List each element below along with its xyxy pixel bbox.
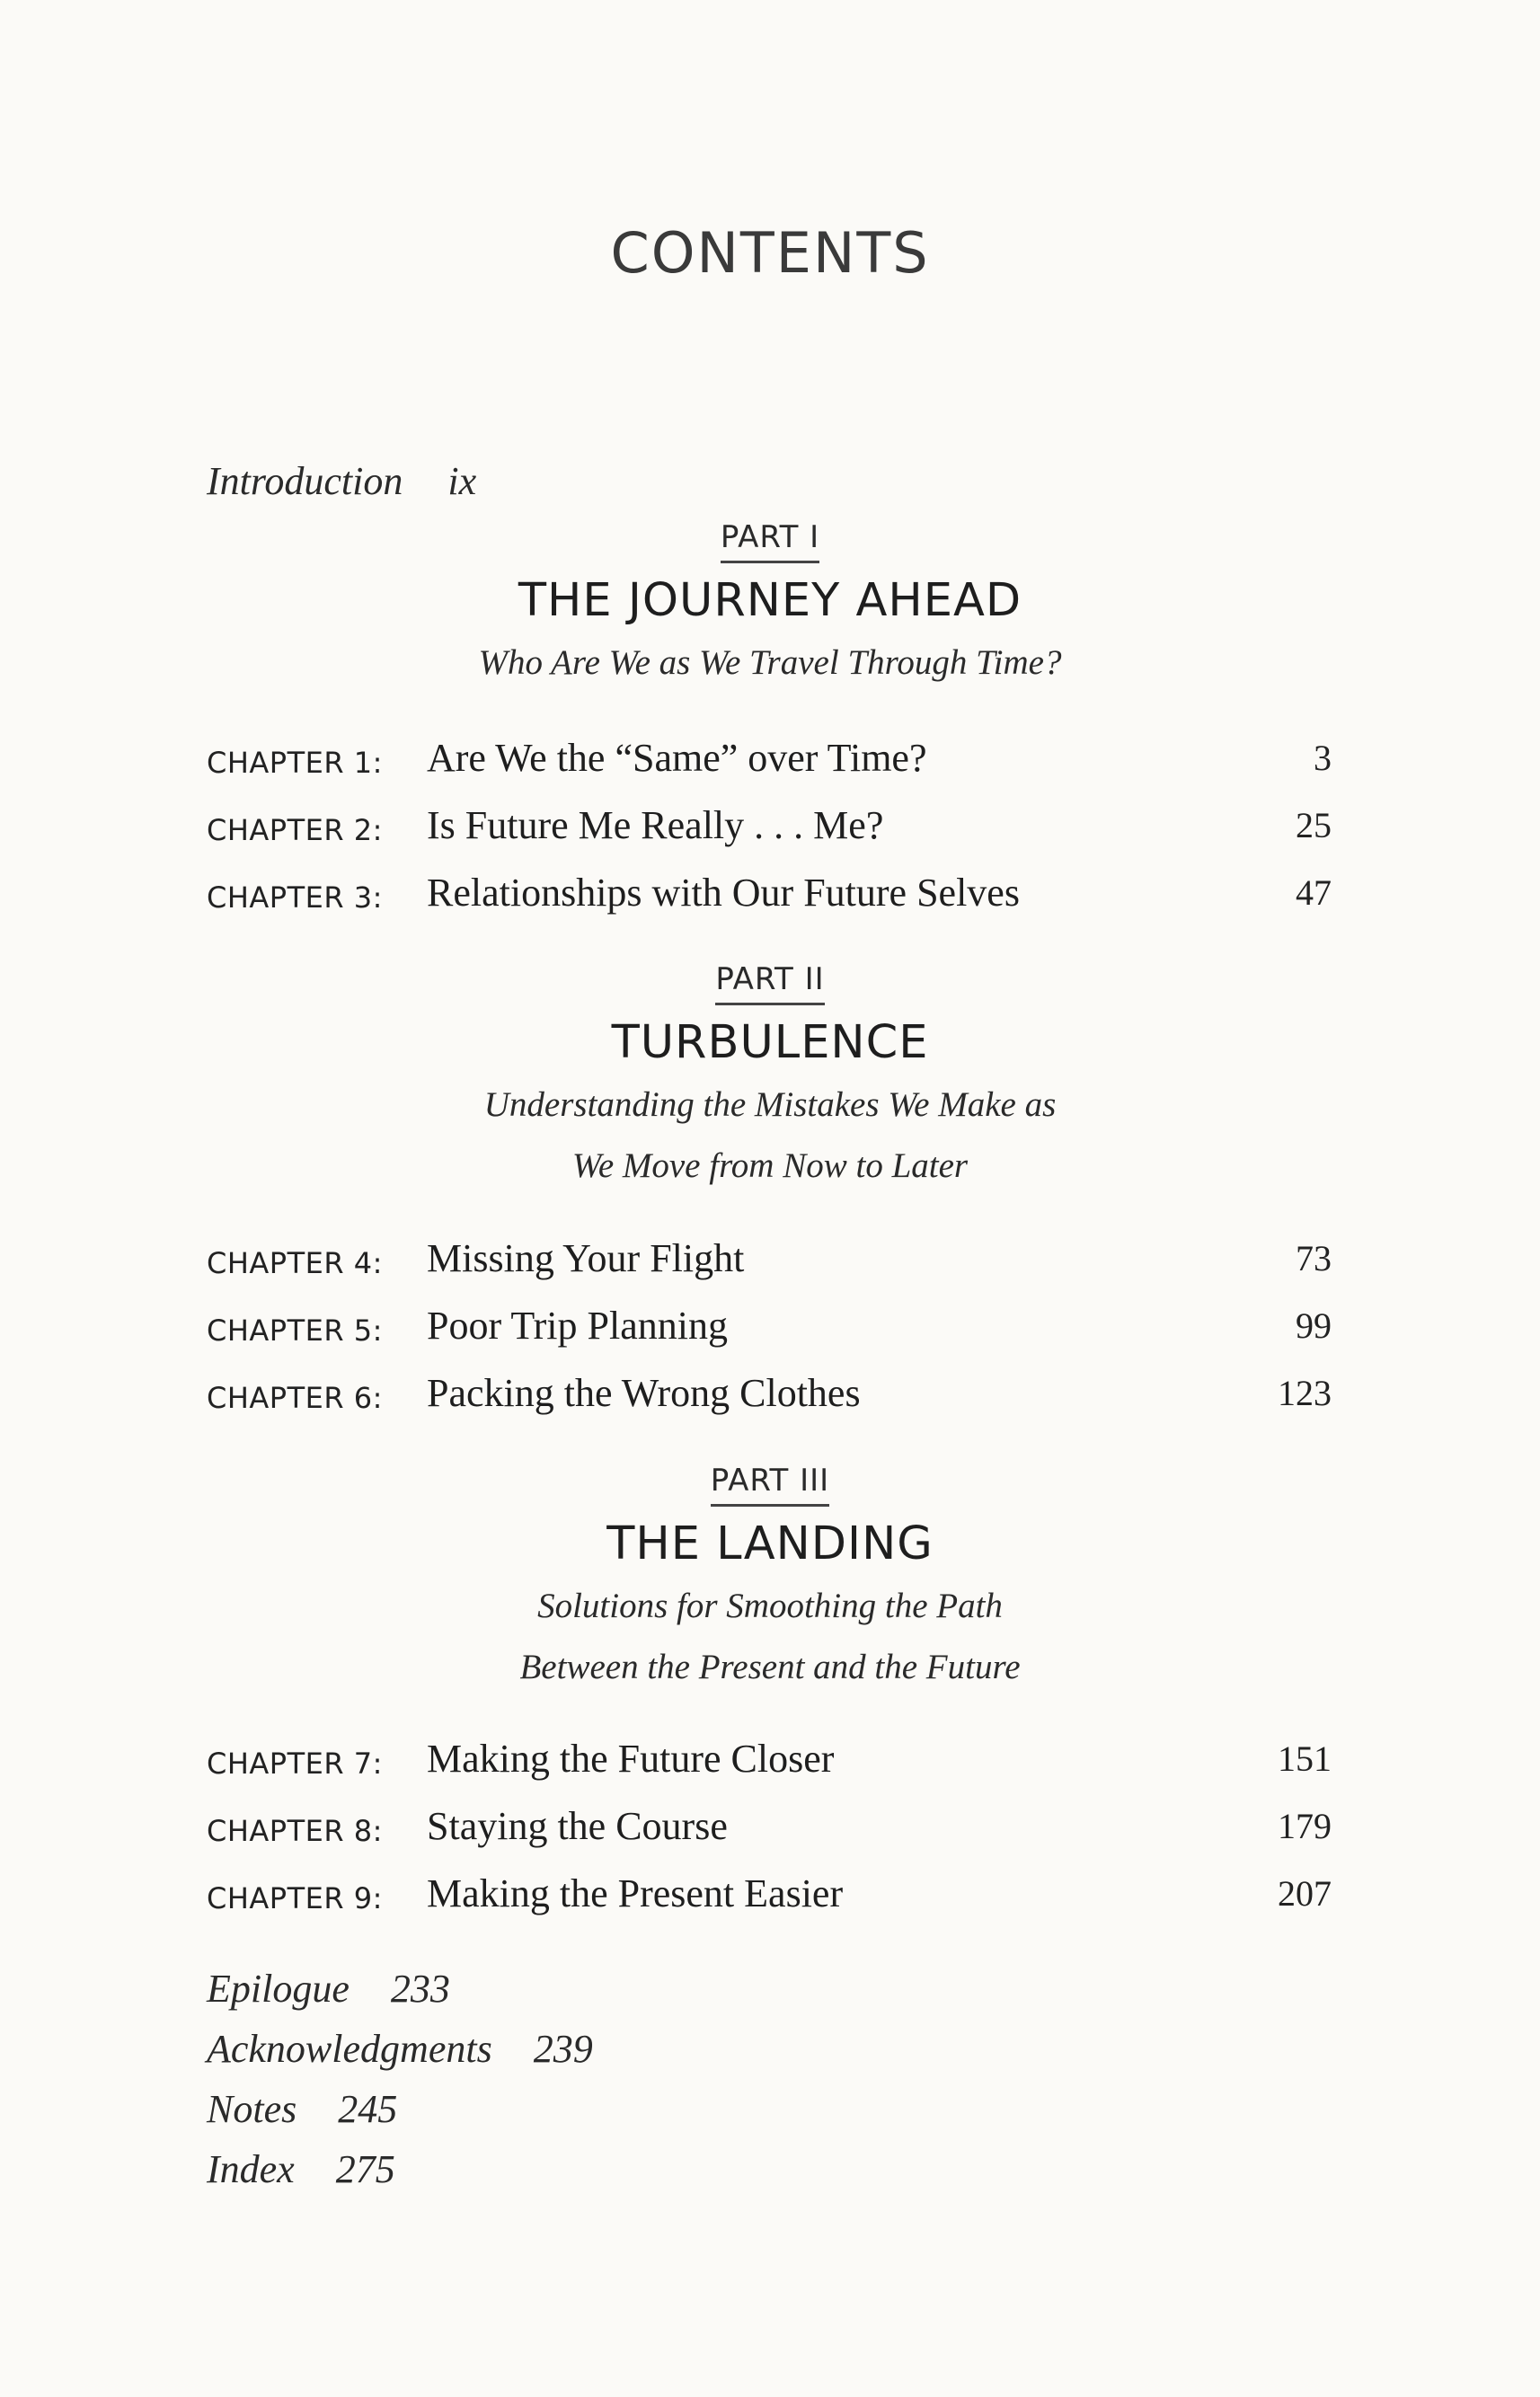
- entry-label: Notes: [207, 2087, 297, 2131]
- toc-entry-chapter-7[interactable]: [207, 1736, 1332, 1790]
- back-matter-list: [207, 1959, 593, 2199]
- part-heading-2: [0, 961, 1540, 1197]
- part-label: PART II: [715, 961, 824, 1005]
- part-title: TURBULENCE: [611, 1016, 929, 1069]
- entry-page-number: ix: [447, 459, 477, 503]
- chapter-label: CHAPTER 2:: [207, 813, 383, 847]
- part-label: PART I: [721, 519, 819, 563]
- entry-page-number: 239: [533, 2027, 593, 2071]
- entry-label: Acknowledgments: [207, 2027, 492, 2071]
- toc-entry-chapter-6[interactable]: [207, 1370, 1332, 1424]
- entry-page-number: 245: [338, 2087, 398, 2131]
- part-heading-3: [0, 1463, 1540, 1698]
- toc-entry-chapter-9[interactable]: [207, 1871, 1332, 1924]
- chapter-page-number: 207: [1278, 1873, 1332, 1914]
- part-subtitle: Solutions for Smoothing the Path: [537, 1587, 1003, 1625]
- entry-page-number: 275: [335, 2147, 395, 2191]
- chapter-label: CHAPTER 3:: [207, 880, 383, 915]
- entry-label: Epilogue: [207, 1967, 350, 2011]
- toc-entry-chapter-1[interactable]: [207, 735, 1332, 789]
- chapter-title: Missing Your Flight: [427, 1236, 745, 1280]
- part-title: THE LANDING: [606, 1517, 934, 1570]
- part-title: THE JOURNEY AHEAD: [518, 574, 1022, 627]
- chapter-page-number: 25: [1296, 805, 1332, 845]
- chapter-label: CHAPTER 6:: [207, 1381, 383, 1415]
- chapter-page-number: 47: [1296, 872, 1332, 913]
- chapter-title: Relationships with Our Future Selves: [427, 871, 1020, 915]
- part-heading-1: [0, 519, 1540, 694]
- toc-entry-notes[interactable]: [207, 2079, 593, 2139]
- toc-entry-introduction[interactable]: [207, 458, 476, 504]
- toc-entry-chapter-8[interactable]: [207, 1803, 1332, 1857]
- toc-entry-chapter-4[interactable]: [207, 1235, 1332, 1289]
- chapter-title: Making the Present Easier: [427, 1871, 844, 1915]
- chapter-title: Staying the Course: [427, 1804, 728, 1848]
- toc-entry-acknowledgments[interactable]: [207, 2019, 593, 2079]
- chapter-label: CHAPTER 1:: [207, 746, 383, 780]
- chapter-title: Making the Future Closer: [427, 1737, 835, 1781]
- toc-entry-chapter-2[interactable]: [207, 802, 1332, 856]
- chapter-label: CHAPTER 7:: [207, 1747, 383, 1781]
- part-label: PART III: [711, 1463, 829, 1507]
- chapter-page-number: 73: [1296, 1238, 1332, 1278]
- page-title: CONTENTS: [610, 220, 930, 286]
- part-subtitle: Who Are We as We Travel Through Time?: [478, 643, 1062, 682]
- entry-page-number: 233: [390, 1967, 450, 2011]
- chapter-page-number: 99: [1296, 1305, 1332, 1346]
- chapter-page-number: 179: [1278, 1806, 1332, 1846]
- chapter-page-number: 151: [1278, 1738, 1332, 1779]
- entry-label: Index: [207, 2147, 295, 2191]
- toc-entry-chapter-5[interactable]: [207, 1303, 1332, 1357]
- chapter-title: Poor Trip Planning: [427, 1304, 728, 1348]
- toc-entry-epilogue[interactable]: [207, 1959, 593, 2019]
- chapter-label: CHAPTER 5:: [207, 1313, 383, 1348]
- toc-entry-chapter-3[interactable]: [207, 870, 1332, 924]
- chapter-label: CHAPTER 8:: [207, 1814, 383, 1848]
- toc-entry-index[interactable]: [207, 2139, 593, 2199]
- chapter-title: Packing the Wrong Clothes: [427, 1371, 861, 1415]
- part-subtitle: Between the Present and the Future: [519, 1648, 1021, 1686]
- chapter-title: Is Future Me Really . . . Me?: [427, 803, 884, 847]
- part-subtitle: We Move from Now to Later: [571, 1146, 969, 1185]
- chapter-label: CHAPTER 4:: [207, 1246, 383, 1280]
- chapter-label: CHAPTER 9:: [207, 1881, 383, 1915]
- part-subtitle: Understanding the Mistakes We Make as: [483, 1085, 1057, 1124]
- chapter-page-number: 123: [1278, 1373, 1332, 1413]
- chapter-page-number: 3: [1314, 738, 1332, 778]
- entry-label: Introduction: [207, 459, 403, 503]
- chapter-title: Are We the “Same” over Time?: [427, 736, 927, 780]
